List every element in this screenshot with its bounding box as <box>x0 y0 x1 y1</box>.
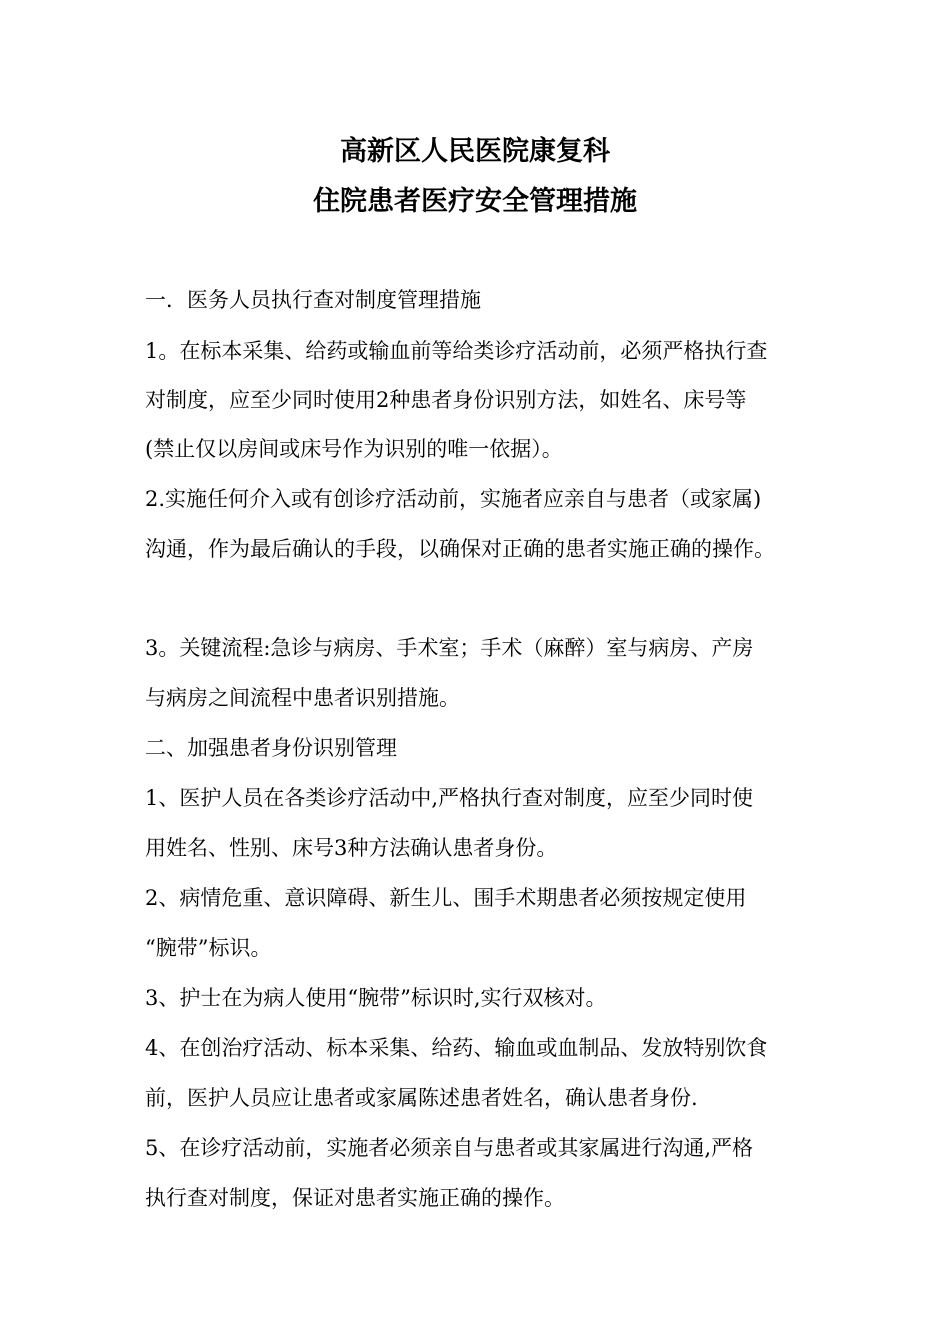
body-line: 5、在诊疗活动前，实施者必须亲自与患者或其家属进行沟通,严格 <box>145 1136 754 1160</box>
document-title-line2: 住院患者医疗安全管理措施 <box>313 186 637 217</box>
body-line: 沟通，作为最后确认的手段，以确保对正确的患者实施正确的操作。 <box>145 537 775 561</box>
body-line: 用姓名、性别、床号3种方法确认患者身份。 <box>145 836 558 860</box>
body-line: 3、护士在为病人使用“腕带”标识时,实行双核对。 <box>145 986 607 1010</box>
body-line: 1。在标本采集、给药或输血前等给类诊疗活动前，必须严格执行查 <box>145 339 768 363</box>
section-heading-2: 二、加强患者身份识别管理 <box>145 736 397 760</box>
body-line: 执行查对制度，保证对患者实施正确的操作。 <box>145 1186 565 1210</box>
body-line: 2、病情危重、意识障碍、新生儿、围手术期患者必须按规定使用 <box>145 886 747 910</box>
section-heading-1: 一．医务人员执行查对制度管理措施 <box>145 288 481 312</box>
document-title-line1: 高新区人民医院康复科 <box>340 136 610 167</box>
body-line: 前，医护人员应让患者或家属陈述患者姓名，确认患者身份. <box>145 1086 698 1110</box>
body-line: 1、医护人员在各类诊疗活动中,严格执行查对制度，应至少同时使 <box>145 786 754 810</box>
body-line: 4、在创治疗活动、标本采集、给药、输血或血制品、发放特别饮食 <box>145 1036 768 1060</box>
body-line: 对制度，应至少同时使用2种患者身份识别方法，如姓名、床号等 <box>145 388 747 412</box>
body-line: “腕带”标识。 <box>145 936 272 960</box>
body-line: (禁止仅以房间或床号作为识别的唯一依据）。 <box>145 437 563 461</box>
body-line: 2.实施任何介入或有创诊疗活动前，实施者应亲自与患者（或家属) <box>145 487 762 511</box>
body-line: 3。关键流程:急诊与病房、手术室；手术（麻醉）室与病房、产房 <box>145 636 754 660</box>
body-line: 与病房之间流程中患者识别措施。 <box>145 686 460 710</box>
